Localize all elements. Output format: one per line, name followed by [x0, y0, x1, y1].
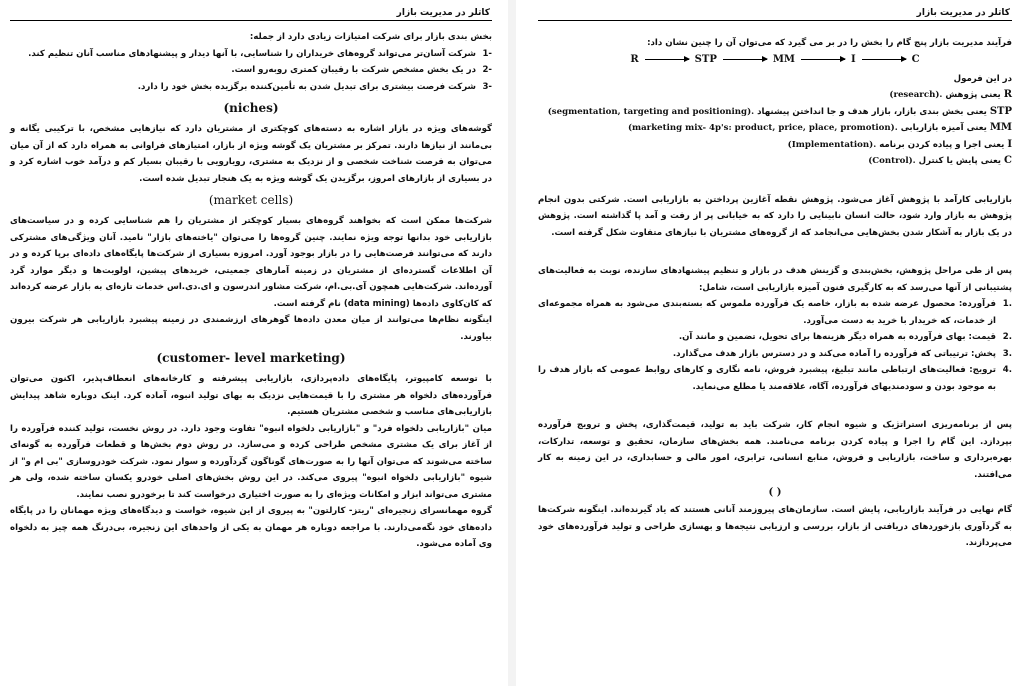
definition-english: (Control). — [868, 156, 916, 166]
running-header — [538, 0, 1012, 21]
definition-line — [538, 104, 1012, 121]
list-number: .4 — [1002, 365, 1012, 375]
definition-text: یعنی بخش بندی بازار، بازار هدف و جا انداختن پیشنهاد — [757, 106, 987, 117]
list-text: در یک بخش مشخص شرکت با رقیبان کمتری روبه‌رو است. — [231, 65, 476, 75]
definition-english: (research). — [889, 90, 943, 100]
body-paragraph: پس از برنامه‌ریزی استراتژیک و شیوه انجام کار، شرکت باید به تولید، قیمت‌گذاری، پخش و ترویج فرآورده بپردازد. این گام را اجرا و پیاده کردن برنامه می‌نامند. همه بخش‌های سازمان، تحقیق و توسعه، تدارکات، بهره‌برداری و ساخت، بازاریابی و فروش، منابع انسانی، ترابری، امور مالی و حسابداری، در این زمینه به کار می‌افتند. — [538, 420, 1012, 480]
body-paragraph: گام نهایی در فرآیند بازاریابی، پایش است. سازمان‌های پیروزمند آنانی هستند که یاد گیرنده‌اند. اینگونه شرکت‌ها به گردآوری بازخوردهای دریافتی از بازار، بررسی و ارزیابی نتیجه‌ها و بهسازی طراحی و تولید فرآورده‌های خود می‌پردازند. — [538, 505, 1012, 548]
header-title: کاتلر در مدیریت بازار — [916, 8, 1010, 18]
definition-english: (marketing mix- 4p's: product, price, place, promotion). — [627, 123, 898, 133]
list-number: -3 — [482, 81, 492, 92]
definition-line — [538, 137, 1012, 154]
empty-parenthesis: ( ) — [768, 487, 782, 498]
definition-letter: STP — [989, 105, 1012, 117]
definition-line — [538, 87, 1012, 104]
left-page — [0, 0, 508, 686]
list-item — [10, 46, 492, 63]
list-text: فرآورده: محصول عرضه شده به بازار، خاصه یک فرآورده ملموس که بسته‌بندی می‌شود به همراه مجموعه‌ای از خدمات، که خریدار با خرید به دست می‌آورد. — [538, 299, 996, 326]
arrow-right-icon — [862, 59, 906, 60]
arrow-right-icon — [723, 59, 767, 60]
arrow-right-icon — [801, 59, 845, 60]
body-paragraph: پس از طی مراحل پژوهش، بخش‌بندی و گزینش هدف در بازار و تنظیم پیشنهادهای سازنده، نوبت به فعالیت‌های پشتیبانی از آنها می‌رسد که به کارگیری فنون آمیزه بازاریابی است، شامل: — [538, 266, 1012, 293]
list-item — [538, 329, 1012, 346]
formula-step: STP — [694, 53, 717, 65]
list-item — [10, 62, 492, 79]
definition-text: یعنی اجرا و پیاده کردن برنامه — [879, 139, 1005, 150]
list-item — [538, 296, 1012, 329]
list-item — [538, 362, 1012, 395]
definition-text: یعنی آمیزه بازاریابی — [900, 123, 987, 133]
body-paragraph: بازاریابی کارآمد با پژوهش آغاز می‌شود. پژوهش نقطه آغازین پرداختن به بازاریابی است. شرکتی بدون انجام پژوهش به بازار وارد شود، حالت انسان نابینایی را دارد که به خیابانی پر از رفت و آمد پا گذاشته است. پژوهش در یک بازار به آشکار شدن بخش‌هایی می‌انجامد که از گروه‌های مشتریان با نیازهای متفاوت شکل گرفته است. — [538, 194, 1012, 238]
list-item — [538, 346, 1012, 363]
definition-letter: MM — [989, 122, 1012, 133]
definition-letter: C — [1004, 155, 1012, 166]
definition-english: (Implementation). — [787, 139, 877, 150]
body-paragraph: فرآیند مدیریت بازار پنج گام را بخش را در بر می گیرد که می‌توان آن را چنین نشان داد: — [647, 38, 1012, 48]
formula-step: I — [850, 53, 856, 65]
process-formula — [538, 54, 1012, 65]
running-header — [10, 0, 492, 21]
body-paragraph: گوشه‌های ویژه در بازار اشاره به دسته‌های کوچکتری از مشتریان دارد که نیازهایی مشخص، با ترکیبی یگانه و بی‌مانند از نیازها دارند. تمرکز بر مشتریان یک گوشه ویژه از بازار، امتیازهای فراوانی به همراه دارد که از آن میان می‌توان به فرصت شناخت شخصی و از نزدیک به مشتری، رویارویی با رقیبان بسیار کم و درآمد خوب اشاره کرد و در بسیاری از بازارهای امروز، برگزیدن یک گوشه ویژه به یک هنجار تبدیل شده است. — [10, 124, 492, 184]
list-text: قیمت: بهای فرآورده به همراه دیگر هزینه‌ها برای تحویل، تضمین و مانند آن. — [678, 332, 996, 342]
section-heading: (customer- level marketing) — [156, 351, 346, 365]
definition-text: یعنی پژوهش — [945, 90, 1001, 100]
body-paragraph: گروه مهمانسرای زنجیره‌ای "ریتز- کارلتون" به پیروی از این شیوه، خواست و دیدگاه‌های ویژه مهمانان را در پایگاه داده‌های خود نگه‌می‌دارند. با مراجعه دوباره هر مهمان به یکی از واحدهای این زنجیره، بی‌درنگ همه چیز به دلخواه وی آماده می‌شود. — [10, 506, 492, 549]
list-text: شرکت آسان‌تر می‌تواند گروه‌های خریداران را شناسایی، با آنها دیدار و پیشنهادهای مناسب آنان تنظیم کند. — [28, 48, 476, 59]
list-number: -1 — [482, 48, 492, 59]
list-number: .2 — [1002, 332, 1012, 342]
book-gutter — [508, 0, 516, 686]
definition-line — [538, 120, 1012, 137]
section-heading: (niches) — [223, 101, 279, 115]
formula-step: C — [911, 53, 920, 65]
body-paragraph: میان "بازاریابی دلخواه فرد" و "بازاریابی دلخواه انبوه" تفاوت وجود دارد. در روش نخست، تولید کننده فرآورده را از آغاز برای یک مشتری مشخص طراحی کرده و می‌سازد. در روش دوم بخش‌ها و قطعات فرآورده به گونه‌ای ساخته می‌شوند که می‌توان آنها را به صورت‌های گوناگون گردآورده و سوار نمود. شرکت خودروسازی "بی ام و" از شیوه "بازاریابی دلخواه انبوه" پیروی می‌کند. در این روش بخش‌های اصلی خودرو یکسان ساخته شده، ولی هر مشتری می‌تواند ابزار و امکانات ویژه‌ای را به صورت اختیاری درخواست کند تا برخودرو نصب نمایند. — [10, 423, 492, 500]
body-paragraph: با توسعه کامپیوتر، پایگاه‌های داده‌پردازی، بازاریابی پیشرفته و کارخانه‌های انعطاف‌پذیر، اکنون می‌توان فرآورده‌های دلخواه هر مشتری را با قیمت‌هایی نزدیک به بهای تولید انبوه، آماده کرد. اینک دوباره شاهد پیدایش بازاریابی‌های مناسب و شخصی مشتریان هستیم. — [10, 374, 492, 417]
list-text: پخش: ترتیباتی که فرآورده را آماده می‌کند و در دسترس بازار هدف می‌گذارد. — [672, 348, 996, 359]
definition-text: یعنی پایش یا کنترل — [918, 156, 1002, 166]
list-number: -2 — [482, 65, 492, 75]
body-paragraph: شرکت‌ها ممکن است که بخواهند گروه‌های بسیار کوچکتر از مشتریان را هم شناسایی کرده و در سیاست‌های بازاریابی خود بدانها توجه ویژه نمایند. چنین گروه‌ها را می‌توان "یاخته‌های بازار" نامید. آنان ویژگی‌های مشترکی دارند که می‌توانند فرصت‌هایی را در بازار بوجود آورد. امروزه بسیاری از شرکت‌ها پایگاه‌های داده‌ای برپا کرده و در آن اطلاعات گسترده‌ای از مشتریان در زمینه آمارهای جمعیتی، خریدهای پیشین، اولویت‌ها و دیگر موارد گرد آورده‌اند. شرکت‌هایی همچون آی.بی.ام، شرکت مشاور اندرسون و ای.دی.اس خدمات تازه‌ای به بازار عرضه کرده‌اند که کان‌کاوی داده‌ها (data mining) نام گرفته است. — [9, 216, 492, 309]
definition-letter: R — [1003, 89, 1012, 100]
definition-line — [538, 153, 1012, 170]
list-number: .3 — [1002, 348, 1012, 359]
formula-step: R — [630, 53, 639, 65]
right-page — [516, 0, 1024, 686]
list-number: .1 — [1002, 299, 1012, 309]
segmentation-intro: بخش بندی بازار برای شرکت امتیازات زیادی دارد از جمله: — [249, 32, 492, 42]
body-paragraph: اینگونه نظام‌ها می‌توانند از میان معدن داده‌ها گوهرهای ارزشمندی در زمینه پیشبرد بازاریابی هر شرکت بیرون بیاورند. — [10, 315, 492, 342]
arrow-right-icon — [645, 59, 689, 60]
list-item — [10, 79, 492, 96]
list-text: ترویج: فعالیت‌های ارتباطی مانند تبلیغ، پیشبرد فروش، نامه نگاری و کارهای روابط عمومی که بازار هدف را به موجود بودن و سودمندیهای فرآورده، آگاه، علاقه‌مند یا مطلع می‌نماید. — [538, 365, 996, 392]
header-title: کاتلر در مدیریت بازار — [396, 8, 490, 18]
list-text: شرکت فرصت بیشتری برای تبدیل شدن به تأمین‌کننده برگزیده بخش خود را دارد. — [137, 81, 476, 92]
section-heading: (market cells) — [208, 193, 294, 207]
definition-english: (segmentation, targeting and positioning). — [547, 106, 755, 117]
formula-step: MM — [772, 53, 795, 65]
definition-letter: I — [1007, 138, 1012, 150]
formula-lead: در این فرمول — [953, 73, 1012, 84]
